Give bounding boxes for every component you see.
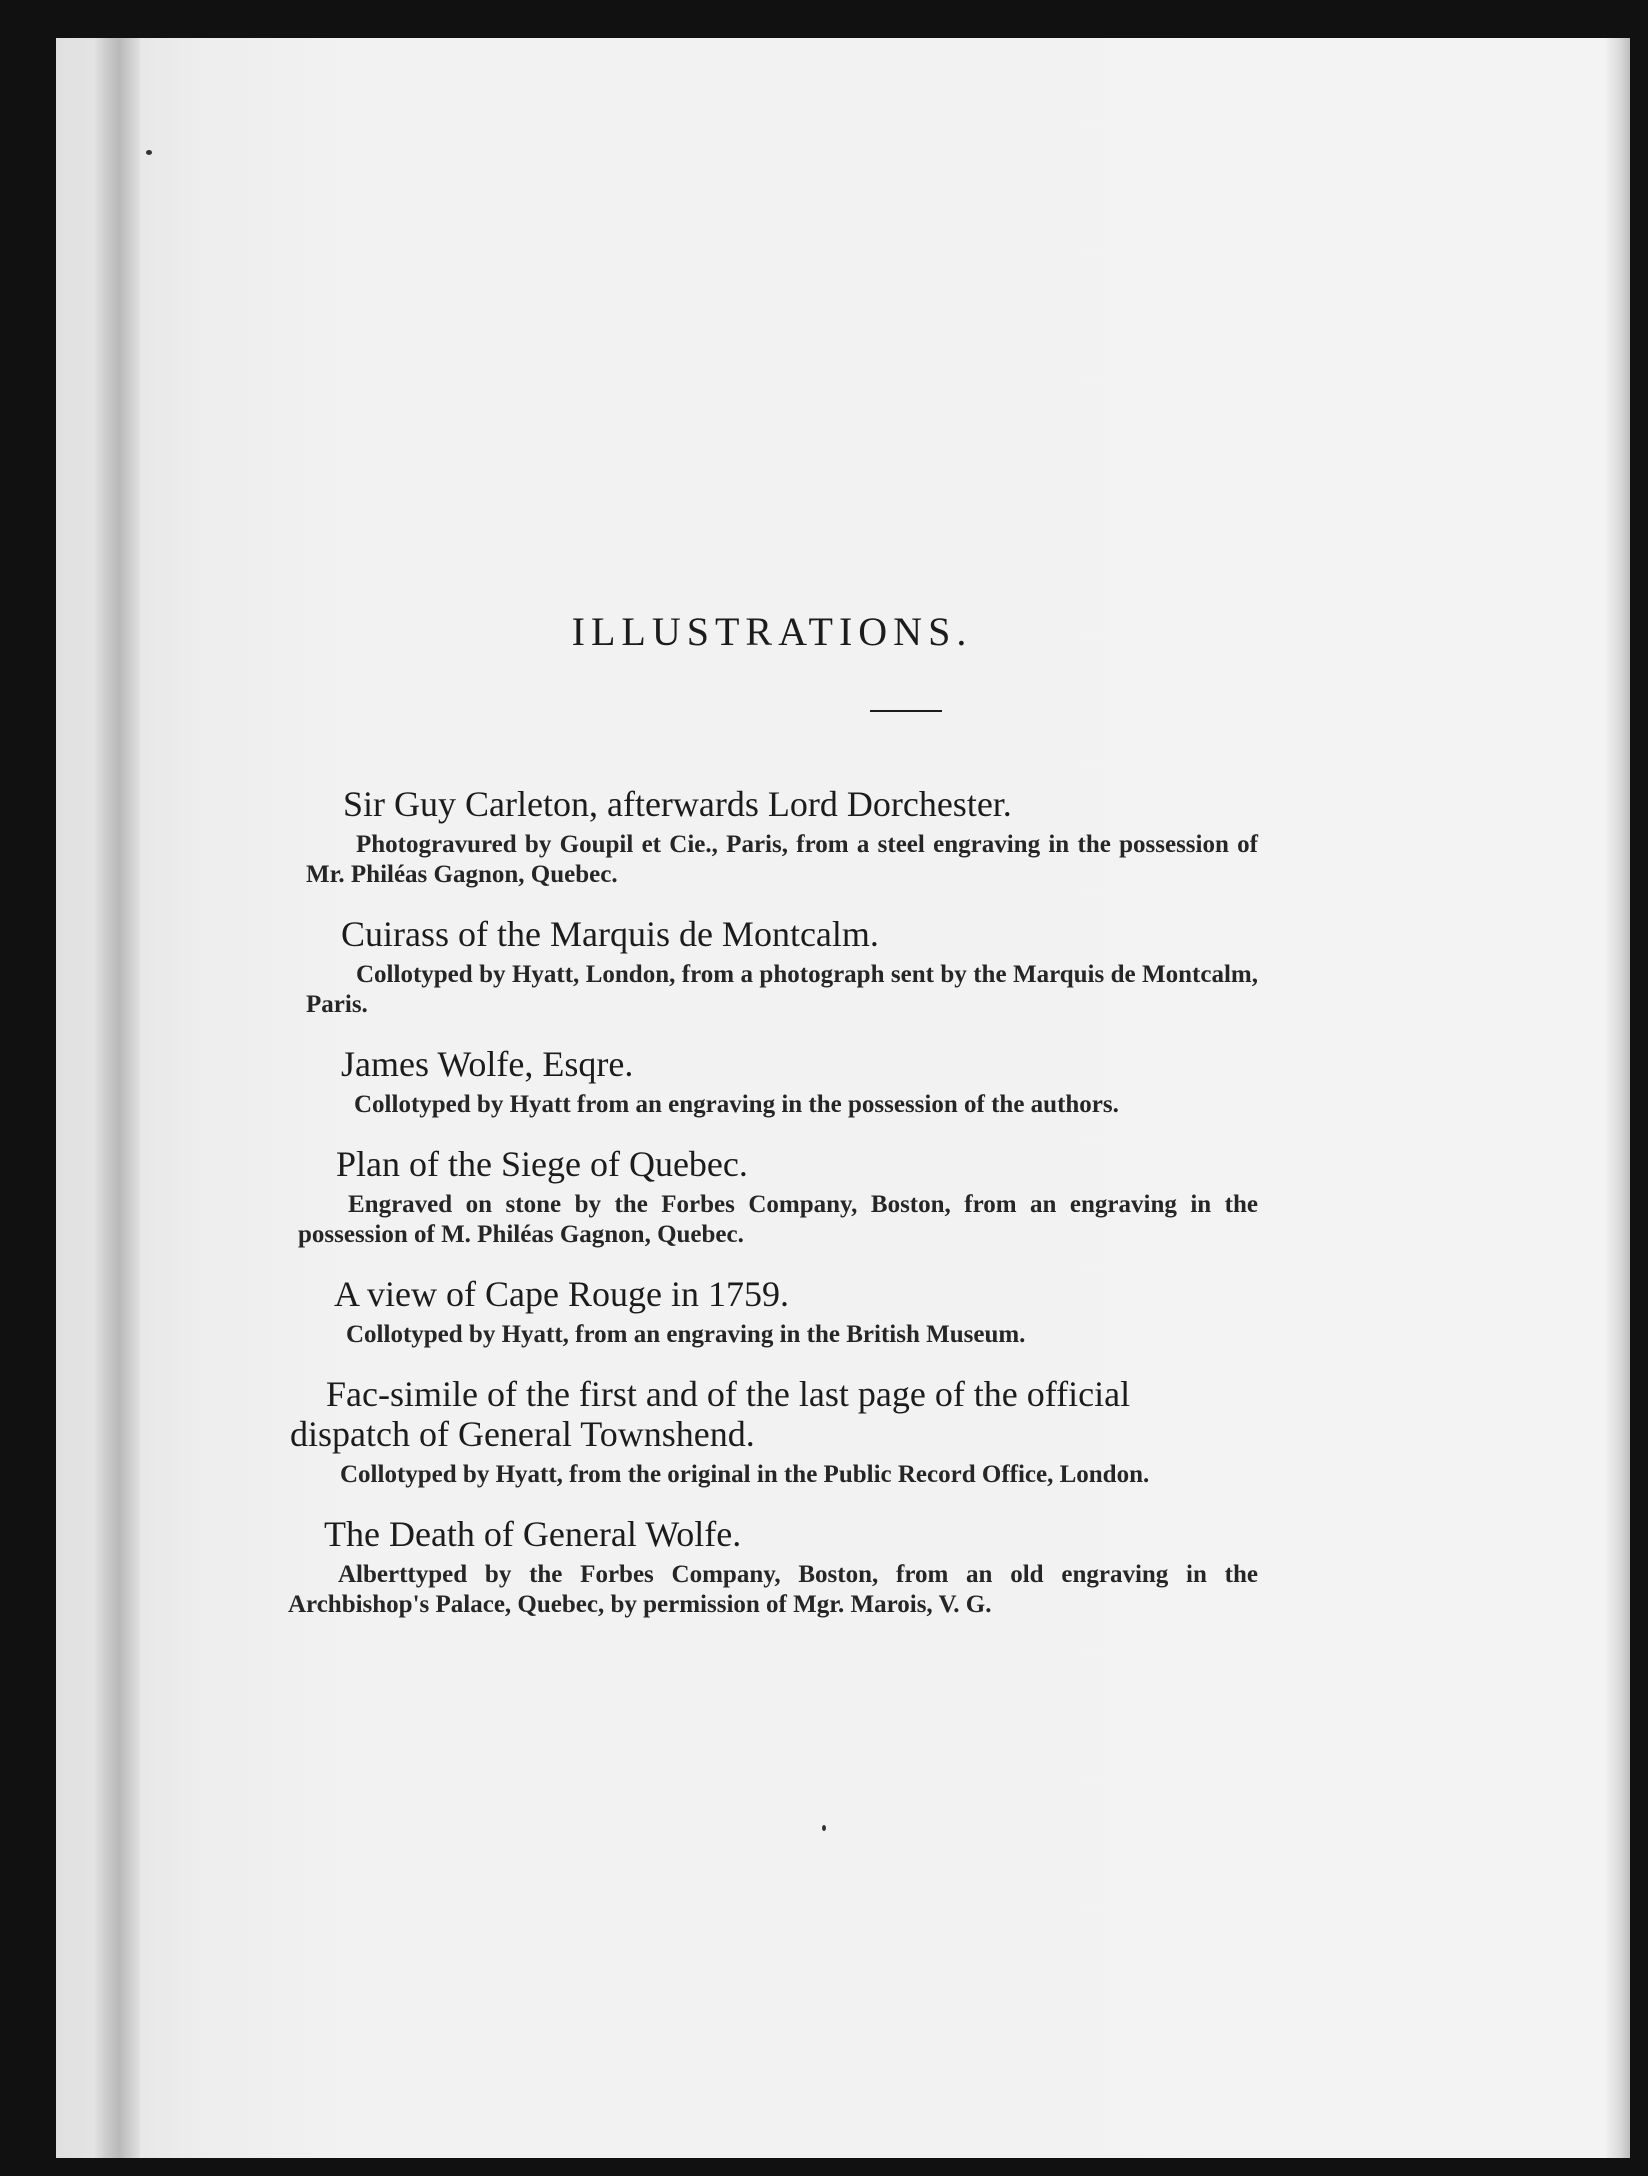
- page-gutter-shadow: [94, 38, 140, 2158]
- list-item: [228, 1514, 1258, 1620]
- list-item: [228, 1274, 1258, 1350]
- illustration-credit: Collotyped by Hyatt, from an engraving in the British Museum.: [346, 1321, 1026, 1348]
- illustration-credit: Alberttyped by the Forbes Company, Boston, from an old engraving in the Archbishop's Palace, Quebec, by permission of Mgr. Marois, V. G.: [288, 1561, 1258, 1618]
- list-item: [228, 1044, 1258, 1120]
- illustration-title: Cuirass of the Marquis de Montcalm.: [341, 914, 879, 954]
- illustrations-list: [228, 784, 1258, 1620]
- page-heading: ILLUSTRATIONS.: [571, 609, 973, 654]
- list-item: [228, 914, 1258, 1020]
- list-item: [228, 1144, 1258, 1250]
- illustration-title: The Death of General Wolfe.: [324, 1514, 742, 1554]
- illustration-title: Sir Guy Carleton, afterwards Lord Dorchester.: [343, 784, 1012, 824]
- page-edge: [1606, 38, 1630, 2158]
- illustrations-list-section: [228, 608, 1258, 1644]
- illustration-credit: Collotyped by Hyatt from an engraving in the possession of the authors.: [354, 1091, 1119, 1118]
- ink-speck: [822, 1825, 826, 1831]
- ink-speck: [146, 150, 152, 155]
- illustration-credit: Photogravured by Goupil et Cie., Paris, from a steel engraving in the possession of Mr. Philéas Gagnon, Quebec.: [306, 831, 1258, 888]
- book-page: [56, 38, 1630, 2158]
- list-item: [228, 784, 1258, 890]
- illustration-title: James Wolfe, Esqre.: [341, 1044, 634, 1084]
- illustration-title: A view of Cape Rouge in 1759.: [334, 1274, 789, 1314]
- illustration-title: Fac-simile of the first and of the last page of the official dispatch of General Townshend.: [290, 1374, 1131, 1454]
- illustration-credit: Collotyped by Hyatt, from the original in the Public Record Office, London.: [340, 1461, 1150, 1488]
- illustration-title: Plan of the Siege of Quebec.: [336, 1144, 748, 1184]
- illustration-credit: Collotyped by Hyatt, London, from a photograph sent by the Marquis de Montcalm, Paris.: [306, 961, 1258, 1018]
- list-item: [228, 1374, 1258, 1490]
- illustration-credit: Engraved on stone by the Forbes Company, Boston, from an engraving in the possession of M. Philéas Gagnon, Quebec.: [298, 1191, 1258, 1248]
- heading-rule: [870, 710, 942, 712]
